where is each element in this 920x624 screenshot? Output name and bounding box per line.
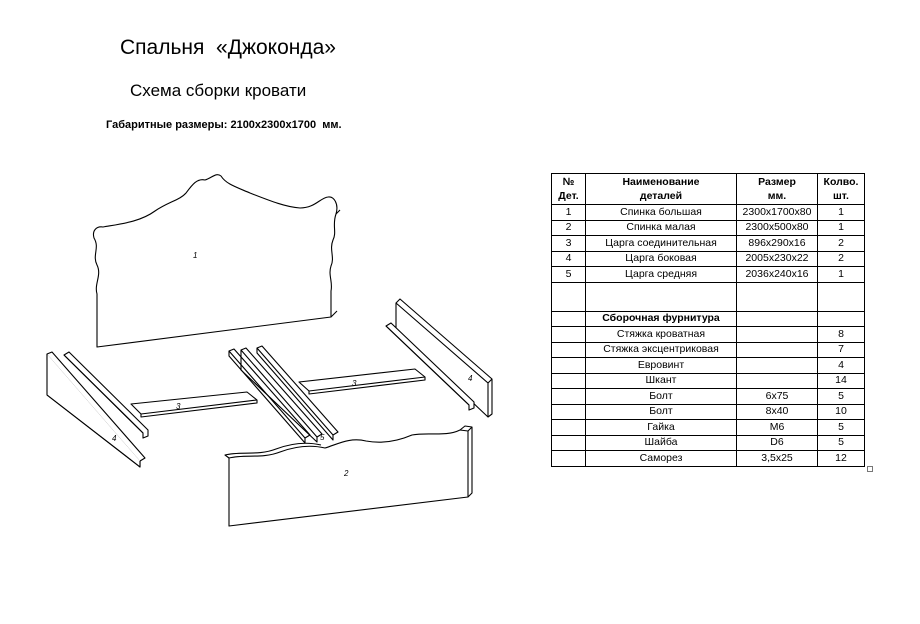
table-row: Гайка M6 5 bbox=[552, 420, 865, 436]
label-part-3-right: 3 bbox=[352, 379, 357, 388]
label-part-3-left: 3 bbox=[176, 402, 181, 411]
connecting-rail-left bbox=[131, 392, 257, 417]
table-row: Болт 6x75 5 bbox=[552, 389, 865, 405]
table-resize-handle[interactable] bbox=[867, 466, 873, 472]
label-part-4-left: 4 bbox=[112, 434, 117, 443]
header-no: № Дет. bbox=[552, 174, 586, 205]
table-header-row bbox=[552, 174, 865, 205]
table-row: Саморез 3,5x25 12 bbox=[552, 451, 865, 467]
table-row: 3 Царга соединительная 896x290x16 2 bbox=[552, 236, 865, 252]
side-rail-right bbox=[386, 299, 492, 417]
parts-table bbox=[551, 173, 865, 467]
header-qty: Колво. шт. bbox=[818, 174, 865, 205]
hardware-section-title: Сборочная фурнитура bbox=[586, 311, 737, 327]
table-row: 2 Спинка малая 2300x500x80 1 bbox=[552, 220, 865, 236]
label-part-1: 1 bbox=[193, 251, 198, 260]
overall-dimensions: Габаритные размеры: 2100x2300x1700 мм. bbox=[106, 119, 342, 131]
header-name: Наименование деталей bbox=[586, 174, 737, 205]
side-rail-left bbox=[47, 352, 148, 467]
table-row: 4 Царга боковая 2005x230x22 2 bbox=[552, 251, 865, 267]
page-subtitle: Схема сборки кровати bbox=[130, 81, 307, 100]
headboard-large bbox=[93, 175, 340, 347]
table-row-blank bbox=[552, 282, 865, 311]
label-part-4-right: 4 bbox=[468, 374, 473, 383]
table-row: 5 Царга средняя 2036x240x16 1 bbox=[552, 267, 865, 283]
table-row: Евровинт 4 bbox=[552, 358, 865, 374]
connecting-rail-right bbox=[299, 369, 425, 394]
table-row: 1 Спинка большая 2300x1700x80 1 bbox=[552, 205, 865, 221]
table-row: Шкант 14 bbox=[552, 373, 865, 389]
table-row: Стяжка кроватная 8 bbox=[552, 327, 865, 343]
header-size: Размер мм. bbox=[737, 174, 818, 205]
table-row: Шайба D6 5 bbox=[552, 435, 865, 451]
label-part-5: 5 bbox=[320, 433, 325, 442]
table-section-row bbox=[552, 311, 865, 327]
table-row: Болт 8x40 10 bbox=[552, 404, 865, 420]
label-part-2: 2 bbox=[344, 469, 349, 478]
table-row: Стяжка эксцентриковая 7 bbox=[552, 342, 865, 358]
headboard-small bbox=[225, 426, 472, 526]
page-title: Спальня «Джоконда» bbox=[120, 36, 336, 59]
